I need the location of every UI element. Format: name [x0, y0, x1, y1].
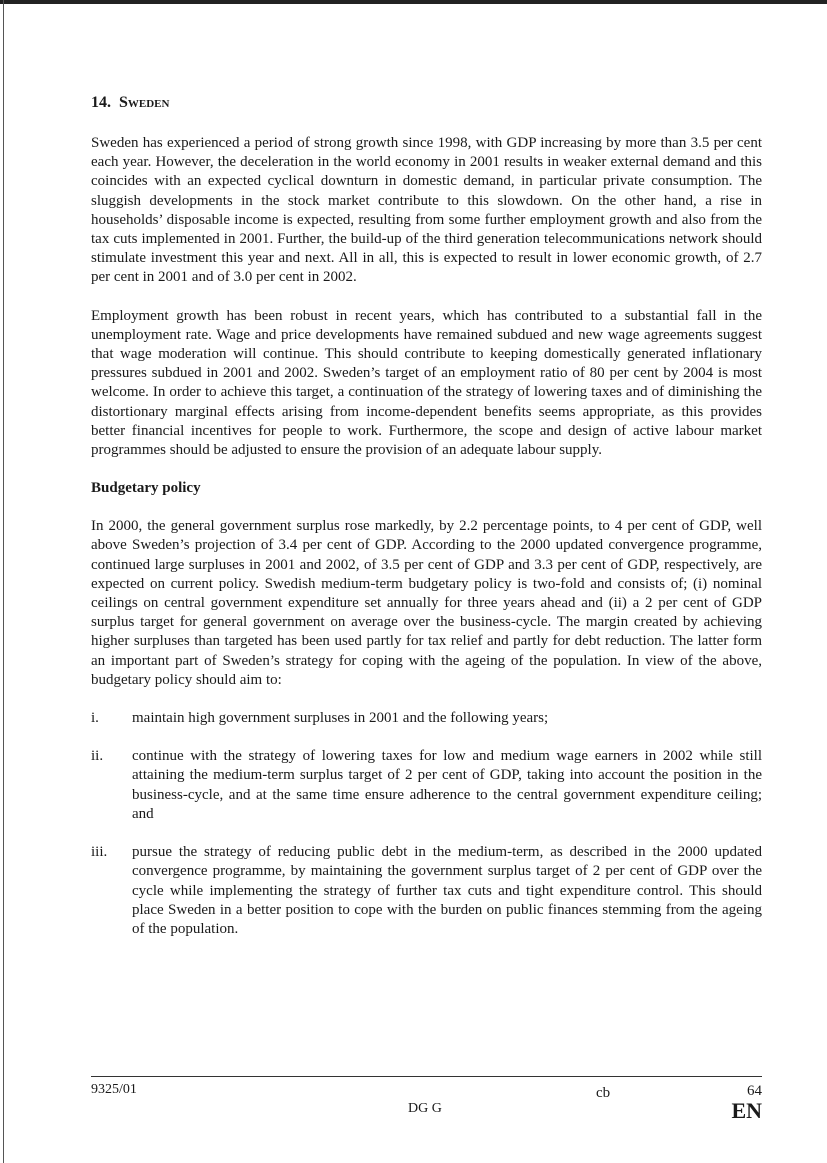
footer-initials: cb — [596, 1085, 611, 1101]
list-item-text: pursue the strategy of reducing public debt in the medium-term, as described in the 2000 updated convergence programme, by maintaining the government surplus target of 2 per cent of GDP over the cycle while implementing the strategy of further tax cuts and tight expenditure control. This should place Sweden in a better position to cope with the burden on public finances stemming from the ageing of the population. — [132, 844, 762, 937]
budgetary-policy-heading: Budgetary policy — [91, 480, 201, 497]
paragraph-budgetary-intro: In 2000, the general government surplus rose markedly, by 2.2 percentage points, to 4 per cent of GDP, well above Sweden’s projection of 3.4 per cent of GDP. According to the 2000 updated convergence programme, continued large surpluses in 2001 and 2002, of 3.5 per cent of GDP and 3.3 per cent of GDP, respectively, are expected on current policy. Swedish medium-term budgetary policy is two-fold and consists of; (i) nominal ceilings on central government expenditure set annually for three years ahead and (ii) a 2 per cent of GDP surplus target for general government on average over the business-cycle. The margin created by achieving higher surpluses than targeted has been used partly for tax relief and partly for debt reduction. The latter form an important part of Sweden’s strategy for coping with the ageing of the population. In view of the above, budgetary policy should aim to: — [91, 518, 762, 688]
footer-rule — [91, 1076, 762, 1077]
section-heading — [91, 94, 762, 112]
left-margin-rule — [3, 0, 4, 1163]
footer-doc-number: 9325/01 — [91, 1082, 137, 1097]
list-item — [91, 747, 762, 824]
list-item-number: i. — [91, 710, 99, 727]
list-item — [91, 843, 762, 939]
footer-page-number: 64 — [747, 1083, 762, 1099]
list-item — [91, 709, 762, 728]
section-title: Sweden — [119, 94, 170, 111]
paragraph-employment: Employment growth has been robust in recent years, which has contributed to a substantial fall in the unemployment rate. Wage and price developments have remained subdued and new wage agreements suggest that wage moderation will continue. This should contribute to keeping domestically generated inflationary pressures subdued in 2001 and 2002. Sweden’s target of an employment ratio of 80 per cent by 2004 is most welcome. In order to achieve this target, a continuation of the strategy of lowering taxes and of diminishing the distortionary marginal effects arising from income-dependent benefits seems appropriate, as this provides better financial incentives for people to work. Furthermore, the scope and design of active labour market programmes should be adjusted to ensure the provision of an adequate labour supply. — [91, 307, 762, 459]
section-number: 14. — [91, 94, 111, 111]
paragraph-economic-outlook: Sweden has experienced a period of strong growth since 1998, with GDP increasing by more than 3.5 per cent each year. However, the deceleration in the world economy in 2001 results in weaker external demand and this coincides with an expected cyclical downturn in domestic demand, in particular private consumption. The sluggish developments in the stock market contribute to this slowdown. On the other hand, a rise in households’ disposable income is expected, resulting from some further employment growth and also from the tax cuts implemented in 2001. Further, the build-up of the third generation telecommunications network should stimulate investment this year and next. All in all, this is expected to result in lower economic growth, of 2.7 per cent in 2001 and of 3.0 per cent in 2002. — [91, 135, 762, 286]
list-item-number: ii. — [91, 748, 104, 765]
list-item-text: continue with the strategy of lowering taxes for low and medium wage earners in 2002 while still attaining the medium-term surplus target of 2 per cent of GDP, taking into account the position in the business-cycle, and at the same time ensure adherence to the central government expenditure ceiling; and — [132, 748, 762, 822]
top-rule — [0, 0, 827, 4]
footer-language: EN — [731, 1098, 762, 1123]
footer-directorate: DG G — [408, 1101, 442, 1116]
list-item-text: maintain high government surpluses in 2001 and the following years; — [132, 710, 549, 727]
list-item-number: iii. — [91, 844, 108, 861]
page-content — [91, 94, 762, 958]
recommendation-list — [91, 709, 762, 939]
